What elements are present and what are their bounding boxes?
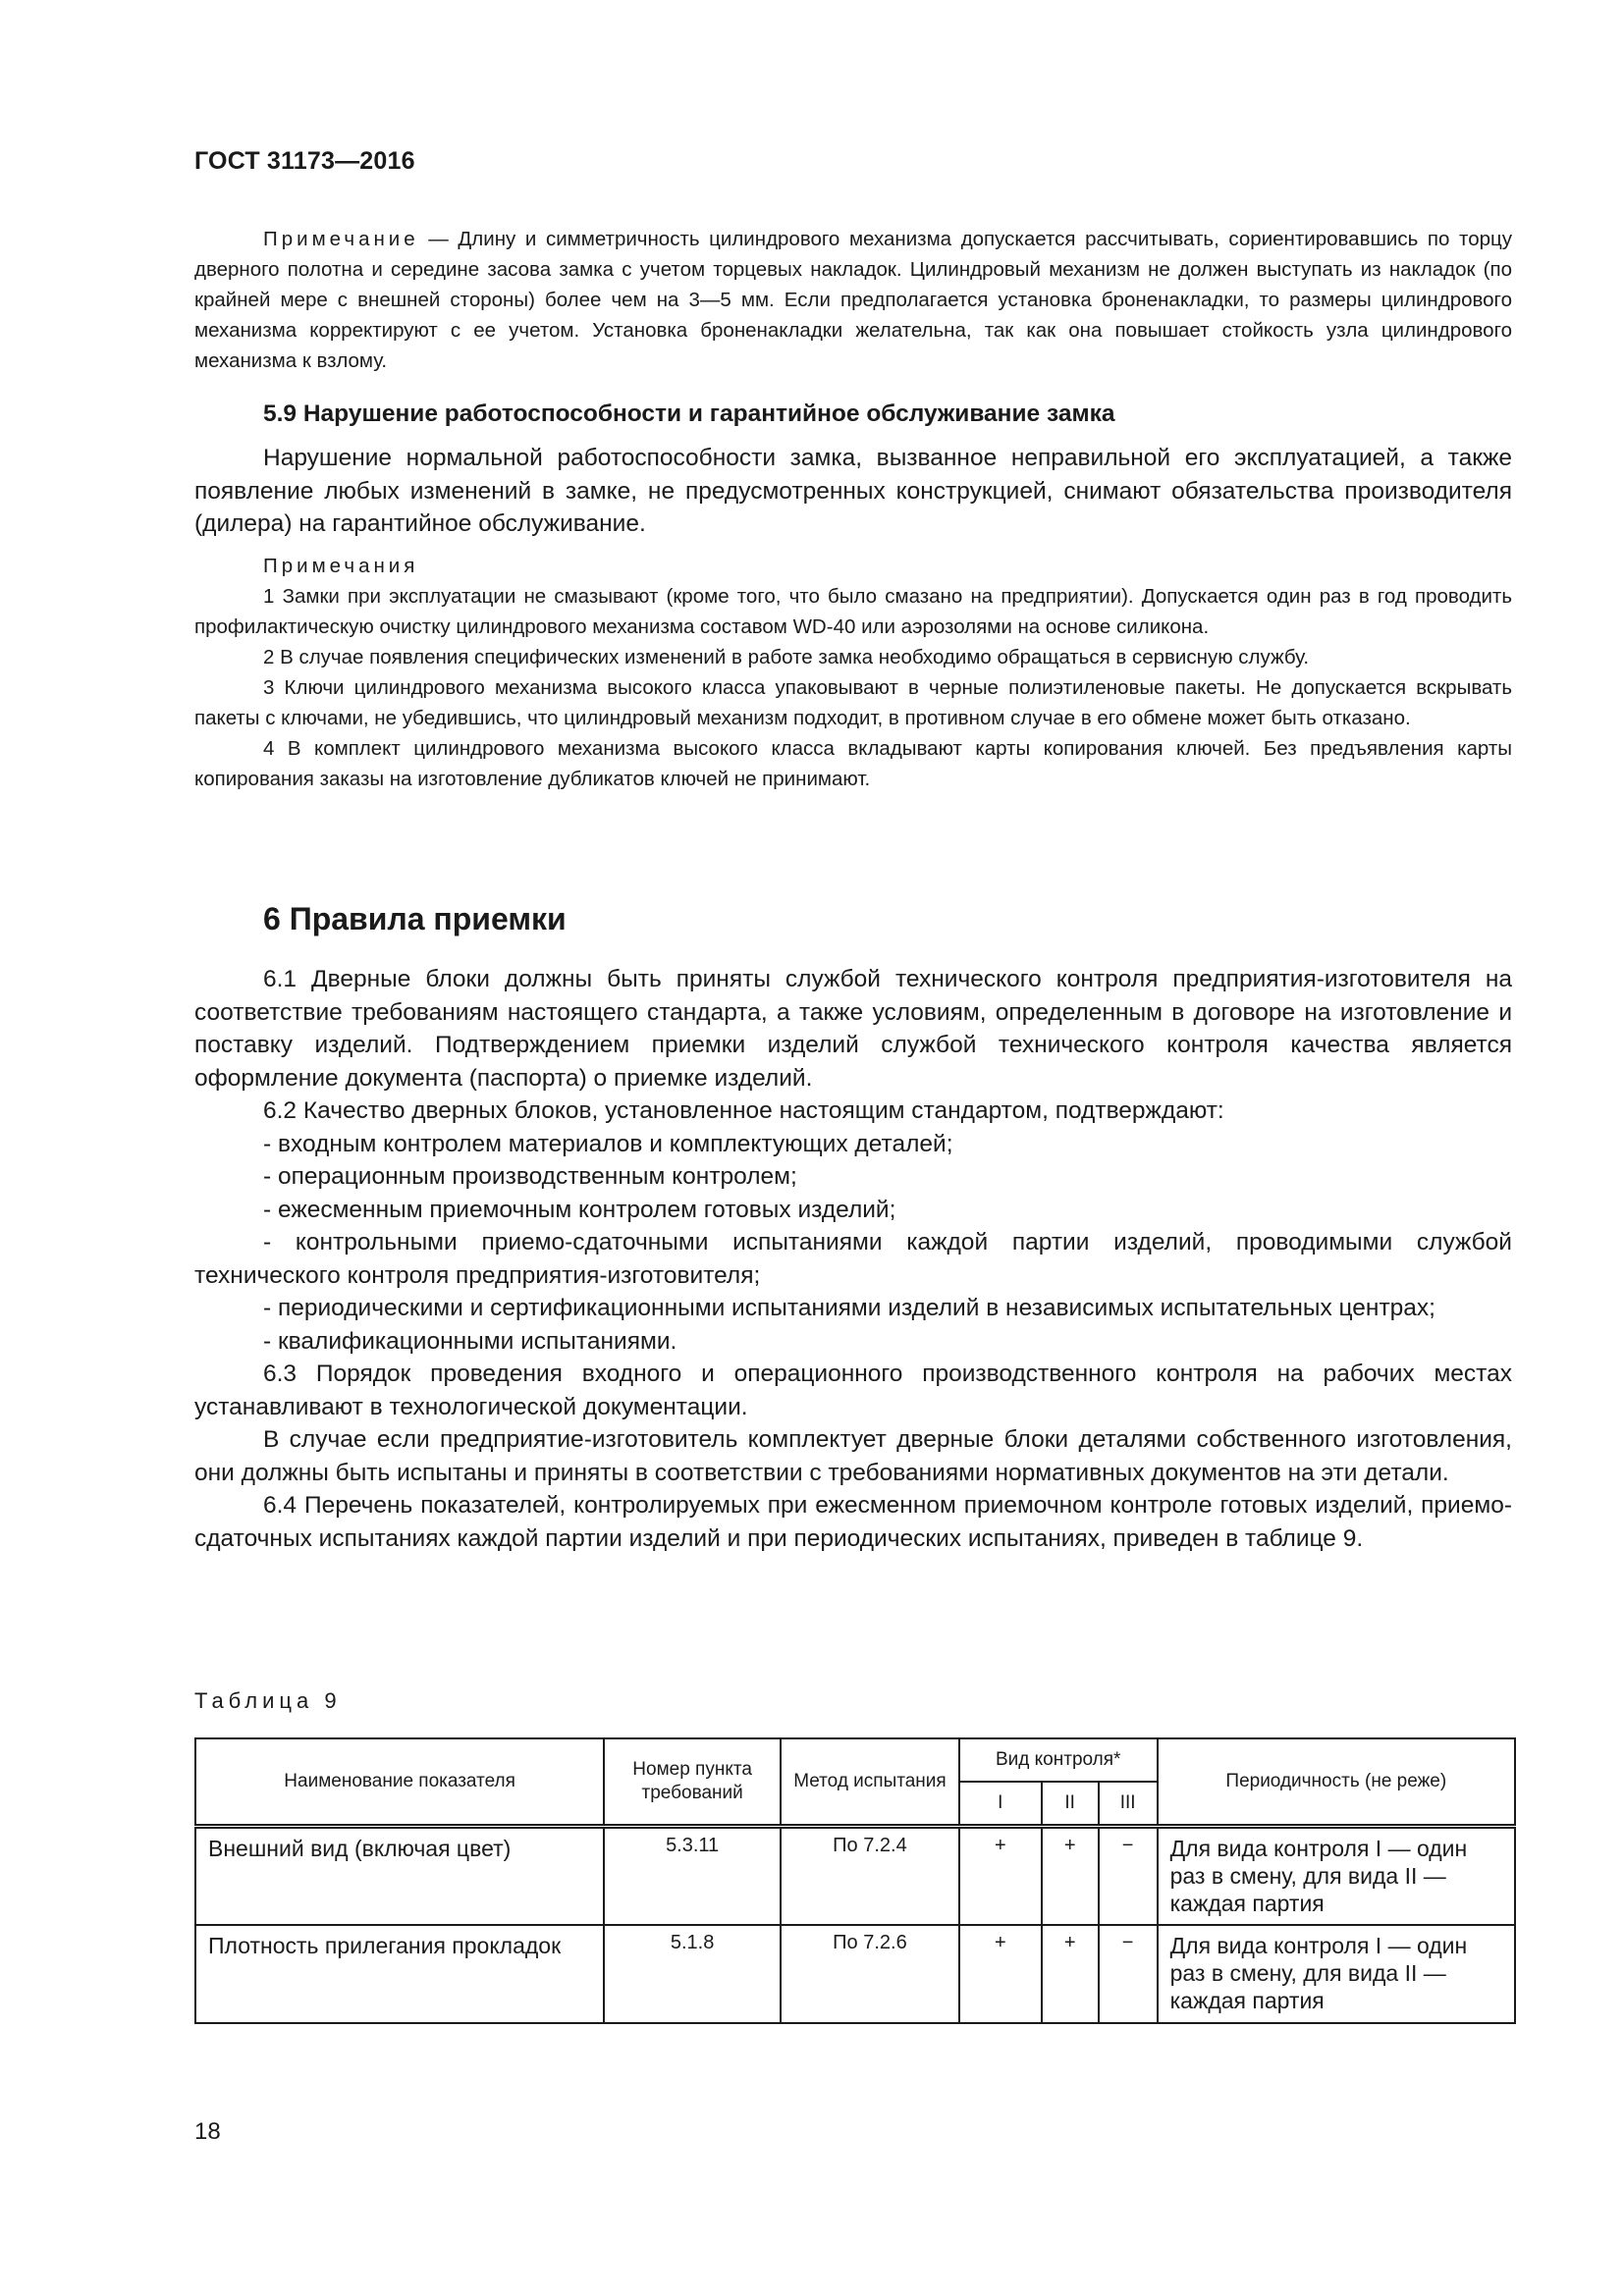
note-item: 3 Ключи цилиндрового механизма высокого класса упаковывают в черные полиэтиленовые пакеты. Не допускается вскрывать пакеты с ключами, не убедившись, что цилиндровый механизм подходит, в противном случае в его обмене может быть отказано.	[194, 675, 1512, 729]
paragraph-6-3: 6.3 Порядок проведения входного и операционного производственного контроля на рабочих местах устанавливают в технологической документации.	[194, 1361, 1512, 1420]
section-6-title: 6 Правила приемки	[263, 901, 567, 936]
cell-method: По 7.2.4	[781, 1827, 959, 1925]
list-item: - контрольными приемо-сдаточными испытаниями каждой партии изделий, проводимыми службой технического контроля предприятия-изготовителя;	[194, 1229, 1512, 1289]
list-item: - ежесменным приемочным контролем готовых изделий;	[263, 1196, 896, 1223]
cell-req: 5.1.8	[604, 1925, 781, 2023]
section-5-9-title: 5.9 Нарушение работоспособности и гарантийное обслуживание замка	[263, 400, 1115, 427]
table-9	[194, 1737, 1516, 2024]
cell-method: По 7.2.6	[781, 1925, 959, 2023]
note-item: 4 В комплект цилиндрового механизма высокого класса вкладывают карты копирования ключей. Без предъявления карты копирования заказы на изготовление дубликатов ключей не принимают.	[194, 736, 1512, 790]
header-method: Метод испытания	[781, 1738, 959, 1827]
list-item: - периодическими и сертификационными испытаниями изделий в независимых испытательных центрах;	[263, 1295, 1435, 1321]
table-label: Таблица 9	[194, 1688, 342, 1713]
header-control-ii: II	[1042, 1782, 1099, 1827]
cell-period: Для вида контроля I — один раз в смену, для вида II — каждая партия	[1158, 1925, 1515, 2023]
note-item: 1 Замки при эксплуатации не смазывают (кроме того, что было смазано на предприятии). Допускается один раз в год проводить профилактическую очистку цилиндрового механизма составом WD-40 или аэрозолями на основе силикона.	[194, 584, 1512, 638]
notes-label: Примечания	[263, 554, 419, 577]
paragraph-6-1: 6.1 Дверные блоки должны быть приняты службой технического контроля предприятия-изготовителя на соответствие требованиям настоящего стандарта, а также условиям, определенным в договоре на изготовление и поставку изделий. Подтверждением приемки изделий службой технического контроля качества является оформление документа (паспорта) о приемке изделий.	[194, 966, 1512, 1092]
cell-control-iii: −	[1099, 1925, 1158, 2023]
paragraph-6-3b: В случае если предприятие-изготовитель комплектует дверные блоки деталями собственного изготовления, они должны быть испытаны и приняты в соответствии с требованиями нормативных документов на эти детали.	[194, 1426, 1512, 1486]
paragraph-6-2: 6.2 Качество дверных блоков, установленное настоящим стандартом, подтверждают:	[263, 1097, 1224, 1124]
note-item: 2 В случае появления специфических изменений в работе замка необходимо обращаться в сервисную службу.	[263, 645, 1310, 668]
header-control-iii: III	[1099, 1782, 1158, 1827]
cell-control-i: +	[959, 1827, 1042, 1925]
paragraph-6-4: 6.4 Перечень показателей, контролируемых при ежесменном приемочном контроле готовых изделий, приемо-сдаточных испытаниях каждой партии изделий и при периодических испытаниях, приведен в таблице 9.	[194, 1492, 1512, 1552]
cell-period: Для вида контроля I — один раз в смену, для вида II — каждая партия	[1158, 1827, 1515, 1925]
header-name: Наименование показателя	[195, 1738, 604, 1827]
cell-req: 5.3.11	[604, 1827, 781, 1925]
table-row	[195, 1827, 1515, 1925]
section-6	[194, 901, 1512, 1555]
note-text: — Длину и симметричность цилиндрового механизма допускается рассчитывать, сориентировавшись по торцу дверного полотна и середине засова замка с учетом торцевых накладок. Цилиндровый механизм не должен выступать из накладок (по крайней мере с внешней стороны) более чем на 3—5 мм. Если предполагается установка броненакладки, то размеры цилиндрового механизма корректируют с ее учетом. Установка броненакладки желательна, так как она повышает стойкость узла цилиндрового механизма к взлому.	[194, 228, 1512, 372]
cell-control-ii: +	[1042, 1925, 1099, 2023]
cell-control-i: +	[959, 1925, 1042, 2023]
document-header-code: ГОСТ 31173—2016	[194, 147, 415, 175]
header-control: Вид контроля*	[959, 1738, 1158, 1782]
list-item: - операционным производственным контролем;	[263, 1163, 797, 1190]
cell-control-ii: +	[1042, 1827, 1099, 1925]
section-5-9	[194, 400, 1512, 794]
page-number: 18	[194, 2118, 221, 2145]
table-row	[195, 1925, 1515, 2023]
note-block-top	[194, 224, 1512, 376]
cell-name: Плотность прилегания прокладок	[195, 1925, 604, 2023]
header-control-i: I	[959, 1782, 1042, 1827]
cell-control-iii: −	[1099, 1827, 1158, 1925]
note-label: Примечание	[263, 228, 419, 250]
list-item: - квалификационными испытаниями.	[263, 1327, 677, 1355]
section-5-9-paragraph: Нарушение нормальной работоспособности замка, вызванное неправильной его эксплуатацией, а также появление любых изменений в замке, не предусмотренных конструкцией, снимают обязательства производителя (дилера) на гарантийное обслуживание.	[194, 445, 1512, 537]
cell-name: Внешний вид (включая цвет)	[195, 1827, 604, 1925]
header-req: Номер пункта требований	[604, 1738, 781, 1827]
list-item: - входным контролем материалов и комплектующих деталей;	[263, 1130, 953, 1157]
header-period: Периодичность (не реже)	[1158, 1738, 1515, 1827]
indicators-table	[194, 1737, 1516, 2024]
